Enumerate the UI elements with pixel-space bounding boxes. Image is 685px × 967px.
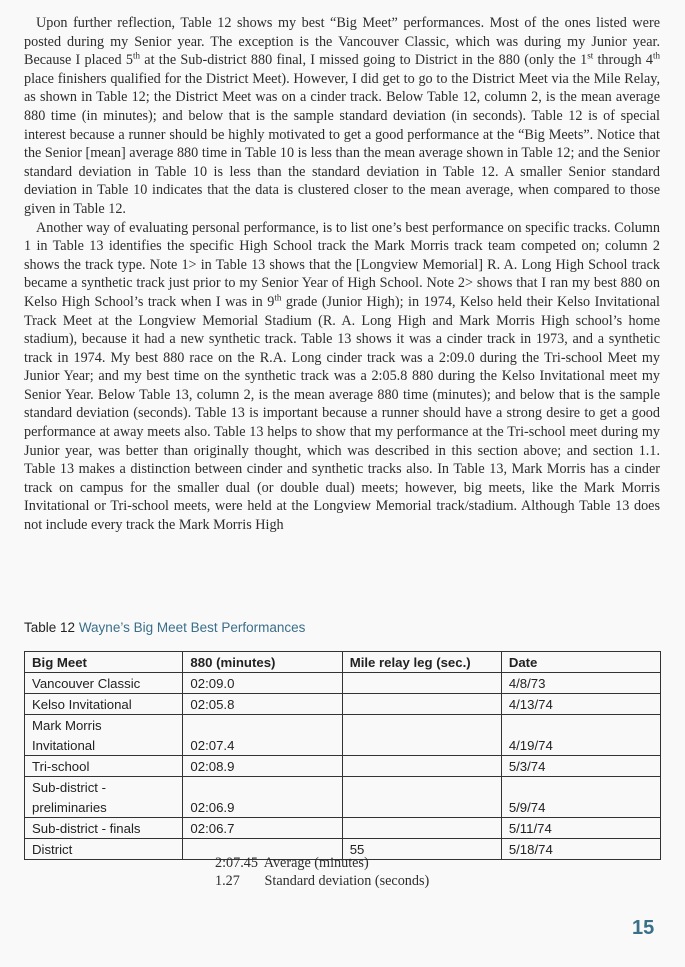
superscript: th [653,50,661,61]
cell-time: 02:08.9 [183,756,342,777]
table-caption-title: Wayne’s Big Meet Best Performances [78,620,306,635]
paragraph-1-text-b: at the Sub-district 880 final, I missed going to District in the 880 (only the 1 [139,52,588,69]
paragraph-1-text-c: through 4 [593,52,653,69]
big-meet-table [24,651,661,860]
cell-date: 5/18/74 [501,839,660,860]
cell-relay: 55 [342,839,501,860]
cell-relay [342,818,501,839]
superscript: th [274,292,282,303]
cell-meet-line-2: Invitational [32,737,96,753]
cell-meet: Kelso Invitational [25,694,183,715]
cell-meet: District [25,839,183,860]
paragraph-1-text-a: Upon further reflection, Table 12 shows my best “Big Meet” performances. Most of the ones listed were posted during my Senior year. The exception is the Vancouver Classic, which was during my Junior year. Because I placed 5 [24,15,660,69]
cell-time: 02:05.8 [183,694,342,715]
cell-meet: Vancouver Classic [25,673,183,694]
cell-time: 02:06.7 [183,818,342,839]
stdev-line [215,872,429,890]
table-caption-label: Table 12 [24,620,76,635]
paragraph-1 [24,14,660,219]
body-text [24,14,660,535]
table-row [25,673,661,694]
table-row [25,694,661,715]
cell-date: 5/3/74 [501,756,660,777]
paragraph-1-text-d: place finishers qualified for the District Meet). However, I did get to go to the District Meet via the Mile Relay, as shown in Table 12; the District Meet was on a cinder track. Below Table 12, column 2, is the mean average 880 time (in minutes); and below that is the sample standard deviation (in seconds). Table 12 is of special interest because a runner should be highly motivated to get a good performance at the “Big Meets”. Notice that the Senior [mean] average 880 time in Table 10 is less than the mean average shown in Table 12; and the Senior standard deviation in Table 10 is less than the standard deviation in Table 12. A smaller Senior standard deviation in Table 10 indicates that the data is clustered closer to the mean average, when compared to those given in Table 12. [24,70,660,217]
paragraph-2-text-a: Another way of evaluating personal performance, is to list one’s best performance on specific tracks. Column 1 in Table 13 identifies the specific High School track the Mark Morris track team competed on; column 2 shows the track type. Note 1> in Table 13 shows that the [Longview Memorial] R. A. Long High School track became a synthetic track just prior to my Senior Year of High School. Note 2> shows that I ran my best 880 on Kelso High School’s track when I was in 9 [24,219,660,310]
average-value: 2:07.45 [215,855,258,871]
cell-time: 02:07.4 [183,715,342,756]
header-mile-relay-leg: Mile relay leg (sec.) [342,652,501,673]
cell-meet: Tri-school [25,756,183,777]
superscript: th [132,50,140,61]
page-number: 15 [632,917,655,939]
cell-time: 02:09.0 [183,673,342,694]
cell-date: 5/11/74 [501,818,660,839]
average-line [215,854,429,872]
cell-meet [25,715,183,756]
average-label: Average (minutes) [263,855,369,871]
cell-meet-line-1: Mark Morris [32,718,102,733]
paragraph-2 [24,219,660,535]
table-row [25,756,661,777]
superscript: st [587,50,594,61]
cell-time: 02:06.9 [183,777,342,818]
stdev-label: Standard deviation (seconds) [264,873,430,889]
table-summary [215,854,429,890]
cell-date: 5/9/74 [501,777,660,818]
cell-meet [25,777,183,818]
table-header-row [25,652,661,673]
cell-meet-line-2: preliminaries [32,799,107,815]
stdev-value: 1.27 [215,873,240,889]
header-date: Date [501,652,660,673]
cell-relay [342,715,501,756]
table-row [25,715,661,756]
table-caption [24,620,305,635]
cell-date: 4/8/73 [501,673,660,694]
cell-date: 4/19/74 [501,715,660,756]
paragraph-2-text-b: grade (Junior High); in 1974, Kelso held their Kelso Invitational Track Meet at the Longview Memorial Stadium (R. A. Long High and Mark Morris High school’s home stadium), because it had a new synthetic track. Table 13 shows it was a cinder track in 1973, and a synthetic track in 1974. My best 880 race on the R.A. Long cinder track was a 2:09.0 during the Tri-school Meet my Junior Year; and my best time on the synthetic track was a 2:05.8 880 during the Kelso Invitational meet my Senior Year. Below Table 13, column 2, is the mean average 880 time (minutes); and below that is the sample standard deviation (seconds). Table 13 is important because a runner should have a strong desire to get a good performance at away meets also. Table 13 helps to show that my performance at the Tri-school meet during my Junior year, was better than originally thought, which was described in this section above; and section 1.1. Table 13 makes a distinction between cinder and synthetic tracks also. In Table 13, Mark Morris has a cinder track on campus for the smaller dual (or double dual) meets; however, big meets, like the Mark Morris Invitational or Tri-school meets, were held at the Longview Memorial track/stadium. Although Table 13 does not include every track the Mark Morris High [24,293,660,534]
cell-relay [342,694,501,715]
cell-meet: Sub-district - finals [25,818,183,839]
cell-date: 4/13/74 [501,694,660,715]
header-880-minutes: 880 (minutes) [183,652,342,673]
header-big-meet: Big Meet [25,652,183,673]
cell-relay [342,673,501,694]
table-row [25,777,661,818]
table-row [25,818,661,839]
cell-relay [342,777,501,818]
cell-relay [342,756,501,777]
cell-meet-line-1: Sub-district - [32,780,107,795]
